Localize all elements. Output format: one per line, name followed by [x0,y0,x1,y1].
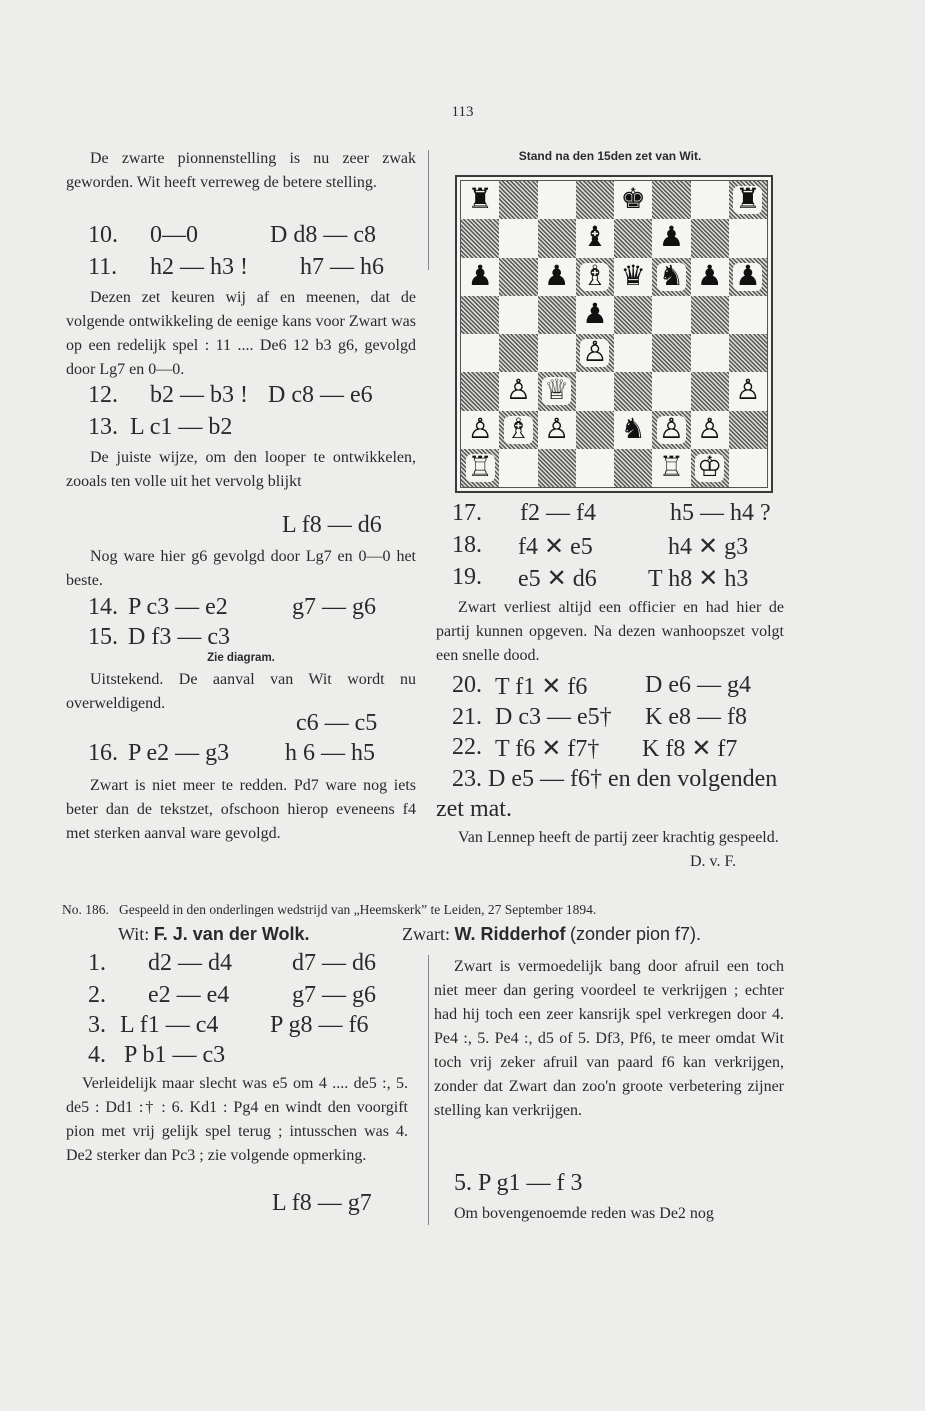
square-d7 [576,219,614,257]
paragraph: Zwart verliest altijd een officier en had hier de partij kunnen opgeven. Na dezen wanhoopszet volgt een snelle dood. [436,599,784,664]
square-h4 [729,334,767,372]
square-f1 [652,449,690,487]
white-move: D c3 — e5† [495,704,612,730]
chess-board [455,175,773,493]
chess-piece-icon: ♙ [582,337,608,369]
final-move: 23. D e5 — f6† en den volgenden zet mat. [436,766,778,822]
move-number: 17. [452,500,482,526]
square-g7 [691,219,729,257]
square-c7 [538,219,576,257]
chess-piece-icon: ♞ [658,260,684,292]
square-d5 [576,296,614,334]
square-g8 [691,181,729,219]
move-number: 22. [452,734,482,760]
black-move: g7 — g6 [292,982,376,1008]
move-number: 10. [88,222,118,248]
square-e8 [614,181,652,219]
black-label: Zwart: [402,924,450,944]
paragraph: Uitstekend. De aanval van Wit wordt nu overweldigend. [66,671,416,712]
square-h5 [729,296,767,334]
chess-piece-icon: ♟ [658,222,684,254]
square-h1 [729,449,767,487]
square-g2 [691,411,729,449]
paragraph: Om bovengenoemde reden was De2 nog [454,1205,714,1222]
diagram-reference: Zie diagram. [207,652,275,664]
chess-piece-icon: ♗ [582,260,608,292]
paragraph: Nog ware hier g6 gevolgd door Lg7 en 0—0 het beste. [66,548,416,589]
white-move: d2 — d4 [148,950,232,976]
square-d2 [576,411,614,449]
move-number: 18. [452,532,482,558]
square-a6 [461,258,499,296]
black-move: h 6 — h5 [285,740,375,766]
square-f5 [652,296,690,334]
white-move: D f3 — c3 [128,624,230,650]
square-g4 [691,334,729,372]
square-e5 [614,296,652,334]
chess-piece-icon: ♗ [505,413,531,445]
square-b7 [499,219,537,257]
move-number: 14. [88,594,118,620]
white-move: b2 — b3 ! [150,382,248,408]
diagram-title: Stand na den 15den zet van Wit. [518,149,702,163]
column-rule [428,955,429,1225]
square-b1 [499,449,537,487]
square-f7 [652,219,690,257]
handicap-note: (zonder pion f7). [569,924,702,944]
move-number: 19. [452,564,482,590]
page-number: 113 [451,104,474,120]
black-move: d7 — d6 [292,950,376,976]
paragraph: De juiste wijze, om den looper te ontwikkelen, zooals ten volle uit het vervolg blijkt [66,449,416,490]
square-h2 [729,411,767,449]
square-h7 [729,219,767,257]
black-move: h5 — h4 ? [670,500,771,526]
white-move: 0—0 [150,222,198,248]
move-number: 4. [88,1042,106,1068]
white-move: 5. P g1 — f 3 [454,1170,583,1196]
paragraph: De zwarte pionnenstelling is nu zeer zwak geworden. Wit heeft verreweg de betere stelling. [66,150,416,191]
chess-piece-icon: ♙ [735,375,761,407]
square-f6 [652,258,690,296]
square-d4 [576,334,614,372]
white-move: f2 — f4 [520,500,596,526]
square-a3 [461,372,499,410]
black-move: h7 — h6 [300,254,384,280]
square-f4 [652,334,690,372]
square-c2 [538,411,576,449]
white-move: e2 — e4 [148,982,230,1008]
white-player: F. J. van der Wolk. [153,924,310,944]
square-b3 [499,372,537,410]
square-g6 [691,258,729,296]
chess-piece-icon: ♟ [544,260,570,292]
black-move: D d8 — c8 [270,222,376,248]
square-h3 [729,372,767,410]
square-e7 [614,219,652,257]
square-g1 [691,449,729,487]
square-c5 [538,296,576,334]
white-move: e5 ✕ d6 [518,566,597,592]
square-e1 [614,449,652,487]
square-d3 [576,372,614,410]
chess-piece-icon: ♙ [658,413,684,445]
white-move: f4 ✕ e5 [518,534,593,560]
white-move: L c1 — b2 [130,414,233,440]
square-f2 [652,411,690,449]
square-h6 [729,258,767,296]
chess-piece-icon: ♙ [697,413,723,445]
paragraph: Van Lennep heeft de partij zeer krachtig gespeeld. [458,829,779,846]
paragraph: Verleidelijk maar slecht was e5 om 4 .... de5 :, 5. de5 : Dd1 :† : 6. Kd1 : Pg4 en windt den voorgift pion met vrij gelijk spel terug ; intusschen was 4. De2 sterker dan Pc3 ; zie volgende opmerking. [66,1075,408,1164]
square-e2 [614,411,652,449]
white-move: L f1 — c4 [120,1012,219,1038]
move-number: 2. [88,982,106,1008]
signature: D. v. F. [690,853,737,870]
square-b6 [499,258,537,296]
chess-piece-icon: ♖ [658,451,684,483]
chess-piece-icon: ♔ [697,451,723,483]
square-b4 [499,334,537,372]
chess-piece-icon: ♟ [735,260,761,292]
chess-piece-icon: ♙ [505,375,531,407]
game-header: No. 186. Gespeeld in den onderlingen wedstrijd van „Heemskerk” te Leiden, 27 September 1894. [62,902,597,917]
chess-piece-icon: ♟ [582,298,608,330]
square-e3 [614,372,652,410]
square-g3 [691,372,729,410]
black-move: c6 — c5 [296,710,378,736]
players-line [118,924,310,945]
move-number: 3. [88,1012,106,1038]
move-number: 15. [88,624,118,650]
white-move: P c3 — e2 [128,594,228,620]
square-c6 [538,258,576,296]
white-move: P e2 — g3 [128,740,230,766]
column-rule [428,150,429,270]
black-player: W. Ridderhof [454,924,566,944]
black-move: P g8 — f6 [270,1012,369,1038]
square-a5 [461,296,499,334]
black-move: D e6 — g4 [645,672,751,698]
move-number: 20. [452,672,482,698]
chess-piece-icon: ♛ [620,260,646,292]
board-grid [460,180,768,488]
move-number: 13. [88,414,118,440]
square-e6 [614,258,652,296]
square-a7 [461,219,499,257]
black-move: D c8 — e6 [268,382,373,408]
black-move: L f8 — d6 [282,512,382,538]
white-move: P b1 — c3 [124,1042,226,1068]
black-move: T h8 ✕ h3 [648,566,749,592]
move-number: 11. [88,254,118,280]
black-move: L f8 — g7 [272,1190,372,1216]
square-c3 [538,372,576,410]
white-move: T f1 ✕ f6 [495,674,588,700]
chess-piece-icon: ♝ [582,222,608,254]
black-move: K e8 — f8 [645,704,747,730]
square-b2 [499,411,537,449]
black-move: K f8 ✕ f7 [642,736,738,762]
chess-piece-icon: ♚ [620,184,646,216]
square-g5 [691,296,729,334]
chess-piece-icon: ♟ [697,260,723,292]
chess-piece-icon: ♖ [467,451,493,483]
white-move: T f6 ✕ f7† [495,736,600,762]
square-c4 [538,334,576,372]
move-number: 12. [88,382,118,408]
black-move: h4 ✕ g3 [668,534,749,560]
chess-piece-icon: ♞ [620,413,646,445]
white-move: h2 — h3 ! [150,254,248,280]
square-b8 [499,181,537,219]
chess-piece-icon: ♟ [467,260,493,292]
players-line [402,924,701,945]
square-a1 [461,449,499,487]
square-d6 [576,258,614,296]
black-move: g7 — g6 [292,594,376,620]
square-e4 [614,334,652,372]
square-a8 [461,181,499,219]
chess-piece-icon: ♙ [544,413,570,445]
chess-piece-icon: ♙ [467,413,493,445]
square-c8 [538,181,576,219]
square-d1 [576,449,614,487]
square-a2 [461,411,499,449]
square-f8 [652,181,690,219]
move-number: 1. [88,950,106,976]
move-number: 16. [88,740,118,766]
square-b5 [499,296,537,334]
paragraph: Dezen zet keuren wij af en meenen, dat de volgende ontwikkeling de eenige kans voor Zwart was op een redelijk spel : 11 .... De6 12 b3 g6, gevolgd door Lg7 en 0—0. [66,289,416,378]
move-number: 21. [452,704,482,730]
square-a4 [461,334,499,372]
square-h8 [729,181,767,219]
square-c1 [538,449,576,487]
chess-piece-icon: ♕ [544,375,570,407]
paragraph: Zwart is niet meer te redden. Pd7 ware nog iets beter dan de tekstzet, ofschoon hierop eveneens f4 met sterken aanval ware gevolgd. [66,777,416,842]
chess-piece-icon: ♜ [467,184,493,216]
square-f3 [652,372,690,410]
chess-piece-icon: ♜ [735,184,761,216]
paragraph: Zwart is vermoedelijk bang door afruil een toch niet meer dan gering voordeel te verkrijgen ; echter had hij toch een zeer kansrijk spel verkregen door 4. Pe4 :, 5. Pe4 :, d5 of 5. Df3, Pf6, te meer omdat Wit toch vrij zeker afruil van paard f6 kan verkrijgen, zonder dat Zwart dan zoo'n groote verbetering zijner stelling kan verkrijgen. [434,958,784,1119]
white-label: Wit: [118,924,150,944]
square-d8 [576,181,614,219]
